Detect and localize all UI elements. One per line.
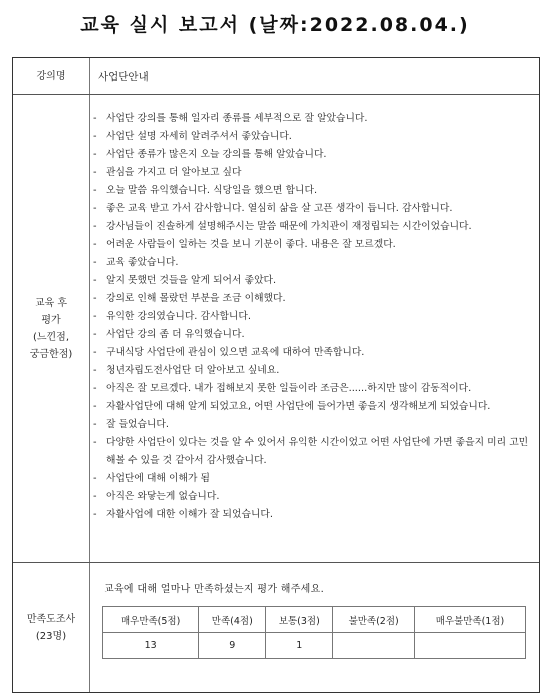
evaluation-list: [93, 110, 533, 524]
lecture-label: 강의명: [13, 58, 90, 94]
value-very-dissatisfied: [414, 633, 525, 659]
header-satisfied: 만족(4점): [199, 607, 266, 633]
satisfaction-label: [13, 563, 90, 692]
lecture-value: 사업단안내: [98, 71, 149, 83]
list-item: - 관심을 가지고 더 알아보고 싶다: [93, 167, 242, 178]
evaluation-label-line1: 교육 후: [34, 297, 68, 309]
value-dissatisfied: [333, 633, 415, 659]
value-neutral: 1: [266, 633, 333, 659]
table-header-row: [103, 607, 526, 633]
satisfaction-row: [13, 563, 539, 692]
lecture-value-cell: [90, 58, 539, 94]
list-item: - 오늘 말씀 유익했습니다. 식당일을 했으면 합니다.: [93, 185, 318, 196]
evaluation-list-cell: [90, 95, 539, 562]
survey-question: 교육에 대해 얼마나 만족하셨는지 평가 해주세요.: [104, 584, 325, 595]
header-very-dissatisfied: 매우불만족(1점): [414, 607, 525, 633]
value-very-satisfied: 13: [103, 633, 199, 659]
list-item: - 자활사업단에 대해 알게 되었고요, 어떤 사업단에 들어가면 좋을지 생각해보게 되었습니다.: [93, 401, 491, 412]
list-item: - 사업단 강의 좀 더 유익했습니다.: [93, 329, 245, 340]
satisfaction-label-line1: 만족도조사: [26, 613, 76, 625]
satisfaction-label-line2: (23명): [35, 630, 67, 642]
lecture-row: [13, 58, 539, 95]
list-item: - 강사님들이 진솔하게 설명해주시는 말씀 때문에 가치관이 재정립되는 시간이었습니다.: [93, 221, 472, 232]
list-item: - 아직은 잘 모르겠다. 내가 접해보지 못한 일들이라 조금은......하지만 많이 감동적이다.: [93, 383, 472, 394]
evaluation-label-line3: (느낀점,: [32, 331, 70, 343]
evaluation-row: [13, 95, 539, 563]
table-row: [103, 633, 526, 659]
list-item: - 다양한 사업단이 있다는 것을 알 수 있어서 유익한 시간이었고 어떤 사업단에 가면 좋을지 미리 고민해볼 수 있을 것 같아서 감사했습니다.: [93, 437, 529, 466]
list-item: - 유익한 강의였습니다. 감사합니다.: [93, 311, 251, 322]
list-item: - 좋은 교육 받고 가서 감사합니다. 열심히 삶을 살 고픈 생각이 듭니다. 감사합니다.: [93, 203, 453, 214]
list-item: - 사업단 설명 자세히 알려주셔서 좋았습니다.: [93, 131, 292, 142]
list-item: - 사업단 강의를 통해 일자리 종류를 세부적으로 잘 알았습니다.: [93, 113, 368, 124]
header-neutral: 보통(3점): [266, 607, 333, 633]
list-item: - 알지 못했던 것들을 알게 되어서 좋았다.: [93, 275, 277, 286]
list-item: - 사업단에 대해 이해가 됨: [93, 473, 210, 484]
list-item: - 자활사업에 대한 이해가 잘 되었습니다.: [93, 509, 273, 520]
satisfaction-table: [102, 606, 526, 659]
list-item: - 청년자립도전사업단 더 알아보고 싶네요.: [93, 365, 280, 376]
list-item: - 어려운 사람들이 일하는 것을 보니 기분이 좋다. 내용은 잘 모르겠다.: [93, 239, 396, 250]
header-very-satisfied: 매우만족(5점): [103, 607, 199, 633]
list-item: - 구내식당 사업단에 관심이 있으면 교육에 대하여 만족합니다.: [93, 347, 365, 358]
evaluation-label: [13, 95, 90, 562]
list-item: - 강의로 인해 몰랐던 부분을 조금 이해했다.: [93, 293, 286, 304]
evaluation-label-line4: 궁금한점): [29, 348, 73, 360]
value-satisfied: 9: [199, 633, 266, 659]
header-dissatisfied: 불만족(2점): [333, 607, 415, 633]
evaluation-label-line2: 평가: [41, 314, 61, 326]
list-item: - 잘 들었습니다.: [93, 419, 170, 430]
list-item: - 사업단 종류가 많은지 오늘 강의를 통해 알았습니다.: [93, 149, 327, 160]
list-item: - 교육 좋았습니다.: [93, 257, 179, 268]
page-title: 교육 실시 보고서 (날짜:2022.08.04.): [80, 14, 470, 36]
satisfaction-cell: [90, 563, 539, 692]
report-table: [12, 57, 540, 693]
list-item: - 아직은 와닿는게 없습니다.: [93, 491, 220, 502]
